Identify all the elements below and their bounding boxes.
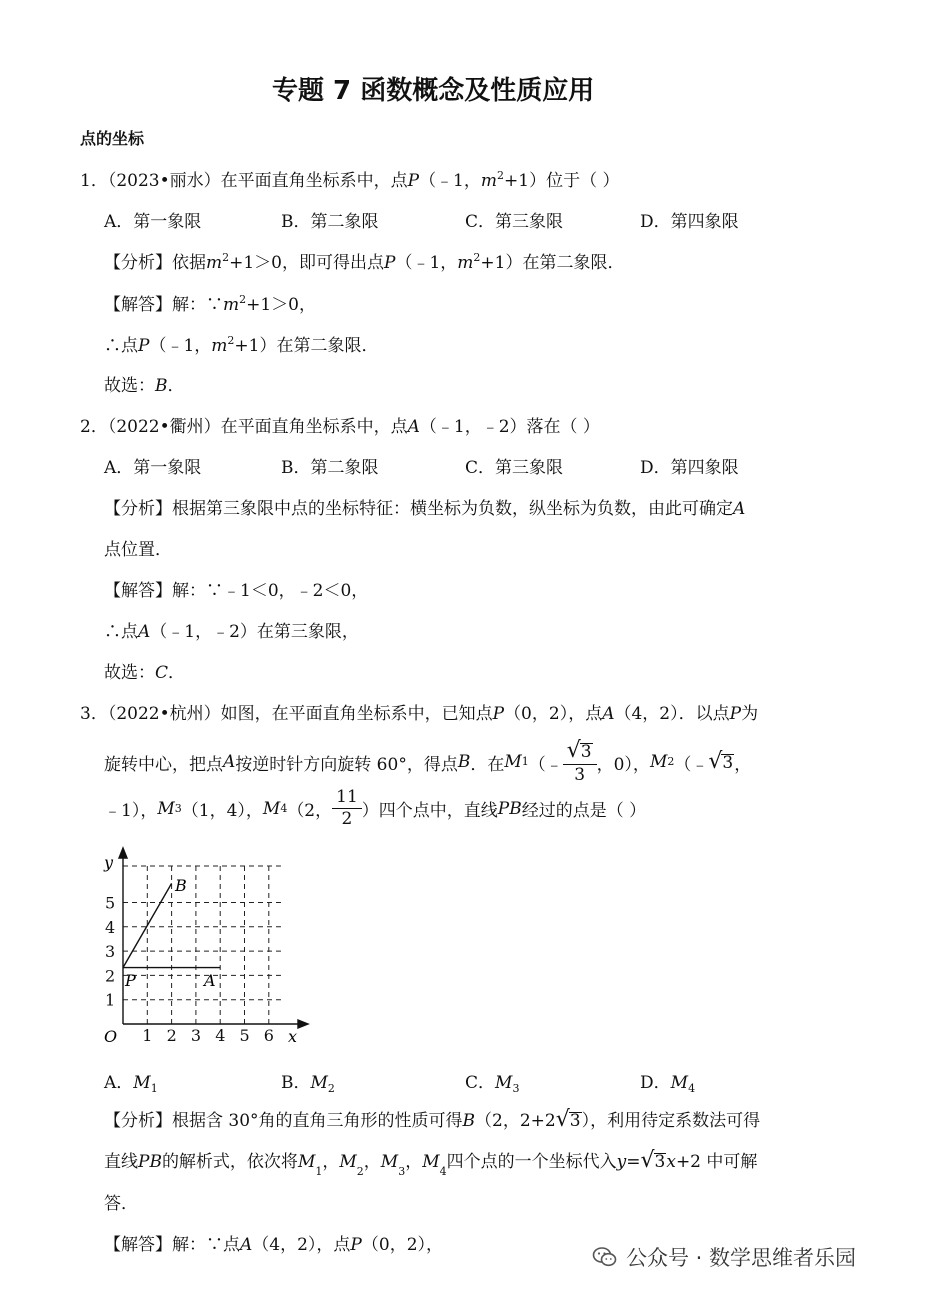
x-axis-arrow-icon — [298, 1020, 308, 1028]
q2-choice-b[interactable]: B．第二象限 — [281, 458, 379, 478]
page-title: 专题 7 函数概念及性质应用 — [272, 76, 595, 106]
q2-solution-line2: ∴点A（﹣1，﹣2）在第三象限， — [104, 622, 359, 642]
q3-choice-c[interactable]: C．$M_3$ — [465, 1073, 520, 1095]
coordinate-figure — [96, 846, 316, 1051]
q2-answer: 故选：C． — [104, 663, 186, 683]
q1-choice-b[interactable]: B．第二象限 — [281, 212, 379, 232]
q3-stem-line2: 旋转中心，把点 A 按逆时针方向旋转 60°，得点 B ．在 M 1 （﹣ √ 3 3 ，0）， M 2 （﹣ √ 3 ， — [104, 738, 752, 785]
q1-choice-a[interactable]: A．第一象限 — [104, 212, 202, 232]
q2-solution-line1: 【解答】解：∵﹣1＜0，﹣2＜0， — [104, 581, 369, 601]
x-tick-label: 3 — [190, 1026, 202, 1045]
watermark-text: 公众号 · 数学思维者乐园 — [626, 1246, 857, 1270]
sqrt-3: √ 3 — [708, 749, 734, 774]
q1-stem: 1．（2023•丽水）在平面直角坐标系中，点P（﹣1，$m^2+1$）位于（ ） — [80, 169, 620, 191]
q1-answer: 故选：B． — [104, 376, 185, 396]
q2-choices — [104, 453, 739, 478]
fraction-sqrt3-over-3: √ 3 3 — [565, 740, 595, 784]
y-axis-label: y — [104, 853, 114, 872]
q3-solution-line1: 【解答】解：∵点A（4，2），点P（0，2）， — [104, 1235, 444, 1255]
q3-choice-d[interactable]: D．$M_4$ — [640, 1073, 696, 1095]
point-P-label: P — [125, 971, 136, 990]
wechat-icon — [592, 1244, 618, 1270]
q2-choice-d[interactable]: D．第四象限 — [640, 458, 739, 478]
y-tick-label: 3 — [105, 942, 116, 962]
x-tick-label: 2 — [166, 1026, 177, 1045]
x-tick-label: 1 — [142, 1026, 153, 1045]
q1-solution-line1: 【解答】解：$\because m^2+1>0$， — [104, 293, 317, 315]
x-axis-label: x — [288, 1027, 298, 1046]
q2-choice-c[interactable]: C．第三象限 — [465, 458, 564, 478]
sqrt-3: √ 3 — [640, 1148, 666, 1173]
fraction-11-over-2: $\frac{11}{2}$ — [334, 789, 360, 828]
q3-choice-a[interactable]: A．$M_1$ — [104, 1073, 158, 1095]
q2-analysis-line1: 【分析】根据第三象限中点的坐标特征：横坐标为负数，纵坐标为负数，由此可确定A — [104, 499, 746, 519]
q3-analysis-line3: 答． — [104, 1194, 138, 1214]
y-axis-arrow-icon — [119, 848, 127, 858]
q3-choice-b[interactable]: B．$M_2$ — [281, 1073, 335, 1095]
q1-solution-line2: ∴点P（﹣1，$m^2+1$）在第二象限． — [104, 334, 379, 356]
q3-analysis-line2: 直线 PB 的解析式，依次将 M 1 ， M 2 ， M 3 ， M 4 四个点的一个坐标代入 y = √ 3 x +2 中可解 — [104, 1148, 758, 1178]
origin-label: O — [104, 1027, 118, 1046]
y-tick-label: 1 — [105, 990, 116, 1010]
q3-stem-line3: ﹣1）， M 3 （1，4）， M 4 （2， $\frac{11}{2}$ ）四个点中，直线 PB 经过的点是（ ） — [104, 787, 647, 829]
y-tick-label: 2 — [105, 966, 116, 986]
q2-analysis-line2: 点位置． — [104, 540, 172, 560]
q3-choices — [104, 1068, 695, 1093]
x-tick-label: 6 — [263, 1026, 274, 1045]
sqrt-3: √ 3 — [555, 1107, 581, 1132]
q2-choice-a[interactable]: A．第一象限 — [104, 458, 202, 478]
q3-analysis-line1: 【分析】根据含 30°角的直角三角形的性质可得 B （2，2+2 √ 3 ），利用待定系数法可得 — [104, 1107, 761, 1132]
watermark — [592, 1242, 856, 1272]
q1-choice-c[interactable]: C．第三象限 — [465, 212, 564, 232]
y-tick-label: 4 — [105, 917, 116, 937]
q1-choice-d[interactable]: D．第四象限 — [640, 212, 739, 232]
point-A-label: A — [204, 971, 216, 990]
q3-stem-line1: 3．（2022•杭州）如图，在平面直角坐标系中，已知点P（0，2），点A（4，2）．以点P为 — [80, 704, 759, 724]
q2-stem: 2．（2022•衢州）在平面直角坐标系中，点A（﹣1，﹣2）落在（ ） — [80, 417, 600, 437]
x-tick-label: 4 — [215, 1026, 226, 1045]
x-tick-label: 5 — [239, 1026, 250, 1045]
q1-choices — [104, 207, 739, 232]
section-heading: 点的坐标 — [80, 129, 145, 148]
q1-analysis: 【分析】依据$m^2+1>0$，即可得出点P（﹣1，$m^2+1$）在第二象限． — [104, 251, 625, 273]
y-tick-label: 5 — [105, 893, 116, 913]
point-B-label: B — [175, 876, 187, 895]
